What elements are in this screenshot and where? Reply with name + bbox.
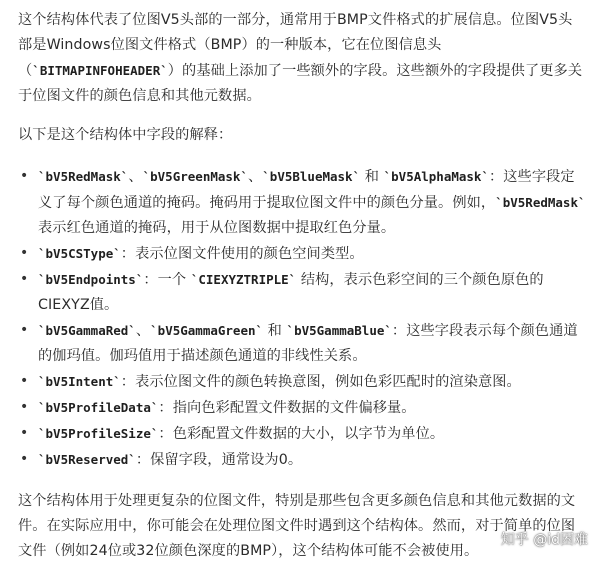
profiledata-text: ：指向色彩配置文件数据的文件偏移量。 bbox=[158, 400, 416, 416]
ciexyztriple-code: `CIEXYZTRIPLE` bbox=[190, 272, 297, 287]
green-mask-code: `bV5GreenMask` bbox=[142, 169, 248, 184]
gamma-red-code: `bV5GammaRed` bbox=[38, 323, 136, 338]
list-item-masks bbox=[18, 164, 586, 241]
reserved-text: ：保留字段，通常设为0。 bbox=[135, 452, 303, 468]
intent-text: ：表示位图文件的颜色转换意图，例如色彩匹配时的渲染意图。 bbox=[120, 374, 521, 390]
list-item-intent bbox=[18, 369, 586, 395]
article-body bbox=[18, 8, 586, 564]
blue-mask-code: `bV5BlueMask` bbox=[262, 169, 361, 184]
list-item-gamma bbox=[18, 318, 586, 369]
intent-code: `bV5Intent` bbox=[38, 374, 121, 389]
red-mask-code-example: `bV5RedMask` bbox=[495, 195, 586, 210]
separator: 、 bbox=[128, 169, 143, 185]
intro-paragraph bbox=[18, 8, 586, 109]
list-item-reserved bbox=[18, 447, 586, 473]
masks-text-2: 表示红色通道的掩码，用于从位图数据中提取红色分量。 bbox=[38, 220, 396, 236]
bitmapinfoheader-code: `BITMAPINFOHEADER` bbox=[32, 63, 168, 78]
intro-text-1: 这个结构体代表了位图V5头部的一部分，通常用于BMP文件格式的扩展信息。位图V5头部是Windows位图文件格式（BMP）的一种版本，它在位图信息头（ bbox=[18, 12, 573, 79]
zhihu-watermark: 知乎 @id困难 bbox=[500, 532, 588, 548]
separator: 、 bbox=[135, 323, 151, 339]
cstype-code: `bV5CSType` bbox=[38, 246, 121, 261]
profilesize-code: `bV5ProfileSize` bbox=[38, 426, 159, 441]
separator: 和 bbox=[263, 323, 287, 339]
profiledata-code: `bV5ProfileData` bbox=[38, 400, 159, 415]
separator: 、 bbox=[247, 169, 263, 185]
endpoints-code: `bV5Endpoints` bbox=[38, 272, 144, 287]
list-item-profiledata bbox=[18, 395, 586, 421]
gamma-text: ：这些字段表示每个颜色通道的伽玛值。伽玛值用于描述颜色通道的非线性关系。 bbox=[38, 323, 578, 364]
fields-lead: 以下是这个结构体中字段的解释： bbox=[18, 127, 233, 143]
profilesize-text: ：色彩配置文件数据的大小，以字节为单位。 bbox=[158, 426, 445, 442]
list-item-endpoints bbox=[18, 267, 586, 318]
gamma-green-code: `bV5GammaGreen` bbox=[150, 323, 264, 338]
endpoints-text-2: 结构，表示色彩空间的三个颜色原色的CIEXYZ值。 bbox=[38, 272, 544, 313]
list-item-cstype bbox=[18, 241, 586, 267]
endpoints-text-1: ：一个 bbox=[143, 272, 191, 288]
cstype-text: ：表示位图文件使用的颜色空间类型。 bbox=[120, 246, 364, 262]
separator: 和 bbox=[360, 169, 384, 185]
gamma-blue-code: `bV5GammaBlue` bbox=[286, 323, 392, 338]
reserved-code: `bV5Reserved` bbox=[38, 452, 136, 467]
alpha-mask-code: `bV5AlphaMask` bbox=[383, 169, 489, 184]
list-item-profilesize bbox=[18, 421, 586, 447]
intro-text-2: ）的基础上添加了一些额外的字段。这些额外的字段提供了更多关于位图文件的颜色信息和其他元数据。 bbox=[18, 63, 583, 104]
masks-text-1: ：这些字段定义了每个颜色通道的掩码。掩码用于提取位图文件中的颜色分量。例如， bbox=[38, 169, 575, 211]
field-list bbox=[18, 164, 586, 473]
red-mask-code: `bV5RedMask` bbox=[38, 169, 129, 184]
outro-paragraph: 这个结构体用于处理更复杂的位图文件，特别是那些包含更多颜色信息和其他元数据的文件。在实际应用中，你可能会在处理位图文件时遇到这个结构体。然而，对于简单的位图文件（例如24位或32位颜色深度的BMP），这个结构体可能不会被使用。 bbox=[18, 493, 576, 559]
